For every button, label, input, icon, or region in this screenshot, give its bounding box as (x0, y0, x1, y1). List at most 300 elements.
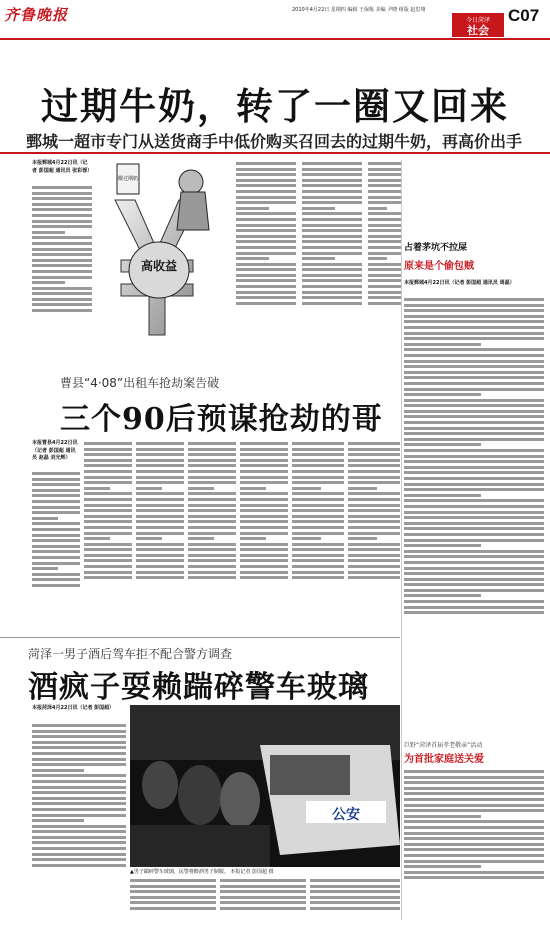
text-line (188, 442, 236, 445)
text-line (240, 543, 288, 546)
text-line (292, 481, 344, 484)
text-line (404, 443, 481, 446)
text-line (404, 804, 544, 807)
text-line (236, 263, 296, 266)
story3-rule (0, 637, 400, 638)
text-line (32, 500, 80, 503)
text-line (292, 509, 344, 512)
text-line (136, 487, 162, 490)
text-line (136, 470, 184, 473)
text-line (292, 565, 344, 568)
text-line (32, 802, 126, 805)
text-line (404, 606, 544, 609)
text-line (302, 257, 335, 260)
text-line (136, 459, 184, 462)
sidebar-byline: 本报鄄城4月22日讯（记者 彭国超 通讯员 周磊） (404, 280, 515, 286)
text-line (220, 885, 306, 888)
text-line (236, 218, 296, 221)
bag-label: 高收益 (140, 259, 178, 273)
text-line (404, 876, 544, 879)
text-line (404, 544, 481, 547)
text-line (348, 571, 400, 574)
text-line (130, 879, 216, 882)
text-line (32, 511, 80, 514)
text-line (302, 291, 362, 294)
text-line (236, 268, 296, 271)
text-line (32, 730, 126, 733)
text-line (368, 257, 387, 260)
text-line (368, 229, 402, 232)
text-line (130, 907, 216, 910)
text-line (310, 885, 400, 888)
story2-byline: 本报曹县4月22日讯（记者 彭国超 通讯员 赵磊 刘光辉） (32, 440, 78, 462)
text-line (404, 388, 544, 391)
text-line (188, 543, 236, 546)
text-line (32, 220, 92, 223)
text-line (368, 246, 402, 249)
text-line (368, 162, 402, 165)
text-line (32, 264, 92, 267)
headline-rule (0, 152, 550, 154)
text-line (32, 573, 80, 576)
police-car-sign: 公安 (332, 807, 360, 823)
text-line (404, 432, 544, 435)
text-line (130, 896, 216, 899)
story1-byline: 本报鄄城4月22日讯（记者 彭国超 通讯员 张彩蓉） (32, 160, 93, 174)
text-line (188, 559, 236, 562)
text-line (32, 758, 126, 761)
text-line (348, 504, 400, 507)
text-line (236, 229, 296, 232)
text-line (368, 190, 402, 193)
sidebar-column-1 (404, 296, 544, 734)
text-line (404, 421, 544, 424)
text-line (404, 611, 544, 614)
masthead-rule (0, 38, 550, 40)
text-line (404, 315, 544, 318)
text-line (32, 864, 126, 867)
text-line (368, 173, 402, 176)
text-line (404, 320, 544, 323)
section-badge (452, 13, 504, 37)
text-line (32, 578, 80, 581)
story1-column-3 (302, 160, 362, 360)
text-line (368, 207, 387, 210)
text-line (292, 464, 344, 467)
text-line (84, 543, 132, 546)
text-line (348, 520, 400, 523)
text-line (310, 879, 400, 882)
text-line (292, 548, 344, 551)
text-line (240, 520, 288, 523)
text-line (404, 539, 544, 542)
text-line (32, 270, 92, 273)
text-line (368, 263, 402, 266)
text-line (404, 304, 544, 307)
text-line (302, 235, 362, 238)
text-line (292, 442, 344, 445)
text-line (32, 741, 126, 744)
text-line (292, 543, 344, 546)
text-line (240, 492, 288, 495)
sidebar2-headline: 为首批家庭送关爱 (404, 754, 484, 765)
section-label: 社会 (467, 24, 489, 37)
text-line (404, 555, 544, 558)
text-line (32, 786, 126, 789)
text-line (32, 248, 92, 251)
text-line (188, 526, 236, 529)
text-line (188, 548, 236, 551)
text-line (348, 554, 400, 557)
text-line (404, 776, 544, 779)
text-line (136, 498, 184, 501)
text-line (292, 515, 344, 518)
text-line (32, 276, 92, 279)
text-line (236, 291, 296, 294)
text-line (84, 576, 132, 579)
text-line (84, 554, 132, 557)
text-line (310, 907, 400, 910)
text-line (32, 847, 126, 850)
text-line (348, 532, 400, 535)
text-line (220, 879, 306, 882)
text-line (136, 476, 184, 479)
text-line (32, 550, 80, 553)
text-line (136, 559, 184, 562)
text-line (136, 453, 184, 456)
text-line (368, 285, 402, 288)
text-line (292, 448, 344, 451)
text-line (310, 896, 400, 899)
text-line (348, 487, 377, 490)
text-line (302, 207, 335, 210)
text-line (348, 464, 400, 467)
text-line (136, 448, 184, 451)
text-line (404, 550, 544, 553)
text-line (404, 365, 544, 368)
text-line (32, 287, 92, 290)
text-line (188, 571, 236, 574)
text-line (302, 224, 362, 227)
text-line (236, 235, 296, 238)
text-line (188, 492, 236, 495)
text-line (240, 476, 288, 479)
text-line (404, 298, 544, 301)
text-line (32, 225, 92, 228)
text-line (302, 162, 362, 165)
text-line (188, 576, 236, 579)
text-line (404, 572, 544, 575)
text-line (32, 774, 126, 777)
text-line (84, 470, 132, 473)
text-line (84, 459, 132, 462)
text-line (84, 464, 132, 467)
story3-byline: 本报菏泽4月22日讯（记者 彭国超） (32, 705, 115, 711)
text-line (404, 516, 544, 519)
text-line (368, 296, 402, 299)
text-line (84, 487, 110, 490)
story2-column-3 (136, 440, 184, 630)
text-line (368, 196, 402, 199)
text-line (84, 520, 132, 523)
text-line (404, 567, 544, 570)
text-line (236, 201, 296, 204)
text-line (240, 487, 266, 490)
text-line (302, 252, 362, 255)
text-line (302, 246, 362, 249)
text-line (32, 253, 92, 256)
text-line (404, 337, 544, 340)
text-line (404, 354, 544, 357)
text-line (32, 534, 80, 537)
text-line (236, 162, 296, 165)
text-line (240, 498, 288, 501)
text-line (188, 509, 236, 512)
text-line (236, 257, 269, 260)
text-line (84, 537, 110, 540)
text-line (32, 539, 80, 542)
text-line (404, 460, 544, 463)
text-line (220, 890, 306, 893)
text-line (32, 231, 65, 234)
text-line (84, 492, 132, 495)
text-line (32, 298, 92, 301)
text-line (32, 478, 80, 481)
story3-photo (130, 705, 400, 867)
text-line (84, 498, 132, 501)
text-line (404, 527, 544, 530)
text-line (302, 229, 362, 232)
text-line (240, 470, 288, 473)
text-line (236, 296, 296, 299)
text-line (348, 470, 400, 473)
text-line (404, 348, 544, 351)
text-line (404, 589, 544, 592)
newspaper-logo: 齐鲁晚报 (4, 6, 69, 24)
text-line (302, 184, 362, 187)
text-line (368, 218, 402, 221)
text-line (188, 537, 214, 540)
text-line (404, 466, 544, 469)
section-top-label: 今日菏泽 (465, 17, 490, 24)
text-line (136, 571, 184, 574)
story2-column-5 (240, 440, 288, 630)
text-line (404, 332, 544, 335)
text-line (84, 515, 132, 518)
text-line (32, 746, 126, 749)
text-line (32, 494, 80, 497)
text-line (292, 476, 344, 479)
text-line (368, 279, 402, 282)
text-line (302, 240, 362, 243)
story1-column-4 (368, 160, 402, 360)
text-line (136, 537, 162, 540)
text-line (236, 184, 296, 187)
text-line (32, 584, 80, 587)
text-line (240, 565, 288, 568)
text-line (348, 548, 400, 551)
text-line (236, 212, 296, 215)
text-line (84, 559, 132, 562)
text-line (348, 576, 400, 579)
text-line (302, 285, 362, 288)
text-line (84, 526, 132, 529)
text-line (404, 326, 544, 329)
text-line (404, 578, 544, 581)
text-line (368, 240, 402, 243)
text-line (404, 848, 544, 851)
text-line (368, 268, 402, 271)
text-line (348, 515, 400, 518)
text-line (404, 499, 544, 502)
issue-meta: 2010年4月22日 星期四 编辑 王保栋 美编 尹晓 组版 赵思翔 (292, 7, 426, 13)
text-line (240, 464, 288, 467)
text-line (188, 481, 236, 484)
story3-column-1 (32, 722, 126, 922)
story1-column-1 (32, 184, 92, 360)
text-line (348, 448, 400, 451)
text-line (188, 554, 236, 557)
text-line (404, 594, 481, 597)
text-line (130, 901, 216, 904)
text-line (404, 854, 544, 857)
text-line (404, 843, 544, 846)
text-line (236, 274, 296, 277)
text-line (404, 427, 544, 430)
text-line (302, 196, 362, 199)
text-line (348, 481, 400, 484)
text-line (240, 459, 288, 462)
text-line (32, 483, 80, 486)
text-line (404, 471, 544, 474)
text-line (404, 309, 544, 312)
text-line (32, 830, 126, 833)
text-line (32, 814, 126, 817)
text-line (32, 545, 80, 548)
text-line (292, 526, 344, 529)
text-line (32, 780, 126, 783)
text-line (136, 464, 184, 467)
text-line (130, 890, 216, 893)
text-line (368, 235, 402, 238)
text-line (240, 504, 288, 507)
text-line (292, 498, 344, 501)
text-line (240, 526, 288, 529)
text-line (32, 192, 92, 195)
text-line (368, 212, 402, 215)
text-line (292, 537, 321, 540)
text-line (32, 841, 126, 844)
text-line (302, 279, 362, 282)
text-line (32, 242, 92, 245)
text-line (404, 371, 544, 374)
text-line (404, 781, 544, 784)
text-line (32, 208, 92, 211)
text-line (404, 511, 544, 514)
text-line (136, 509, 184, 512)
text-line (32, 853, 126, 856)
story3-column-2 (130, 877, 216, 923)
text-line (32, 259, 92, 262)
text-line (404, 393, 481, 396)
text-line (302, 274, 362, 277)
text-line (368, 179, 402, 182)
story2-column-1 (32, 470, 80, 630)
text-line (302, 168, 362, 171)
text-line (84, 453, 132, 456)
text-line (404, 505, 544, 508)
text-line (348, 526, 400, 529)
text-line (368, 168, 402, 171)
text-line (348, 459, 400, 462)
text-line (136, 526, 184, 529)
text-line (136, 442, 184, 445)
text-line (32, 724, 126, 727)
text-line (292, 532, 344, 535)
text-line (32, 186, 92, 189)
text-line (310, 890, 400, 893)
text-line (188, 504, 236, 507)
text-line (236, 279, 296, 282)
text-line (32, 797, 126, 800)
text-line (404, 343, 481, 346)
text-line (32, 769, 84, 772)
text-line (188, 487, 214, 490)
text-line (404, 494, 481, 497)
text-line (404, 410, 544, 413)
text-line (236, 179, 296, 182)
text-line (32, 819, 84, 822)
page-number: C07 (508, 6, 540, 25)
text-line (32, 522, 80, 525)
text-line (84, 532, 132, 535)
text-line (292, 576, 344, 579)
sidebar2-column (404, 768, 544, 923)
text-line (236, 302, 296, 305)
text-line (32, 472, 80, 475)
text-line (292, 504, 344, 507)
text-line (236, 246, 296, 249)
text-line (292, 453, 344, 456)
text-line (32, 528, 80, 531)
text-line (84, 481, 132, 484)
text-line (32, 836, 126, 839)
text-line (84, 509, 132, 512)
text-line (236, 240, 296, 243)
text-line (302, 302, 362, 305)
text-line (404, 533, 544, 536)
text-line (404, 415, 544, 418)
text-line (84, 448, 132, 451)
text-line (136, 492, 184, 495)
text-line (368, 224, 402, 227)
text-line (236, 190, 296, 193)
text-line (302, 296, 362, 299)
text-line (188, 565, 236, 568)
sidebar2-kicker: 巨野“菏泽首届孝老敬亲”活动 (404, 742, 483, 749)
text-line (240, 481, 288, 484)
story1-column-2 (236, 160, 296, 360)
text-line (368, 274, 402, 277)
text-line (404, 832, 544, 835)
text-line (404, 488, 544, 491)
text-line (236, 173, 296, 176)
text-line (188, 470, 236, 473)
text-line (84, 571, 132, 574)
text-line (188, 459, 236, 462)
text-line (32, 735, 126, 738)
text-line (348, 509, 400, 512)
